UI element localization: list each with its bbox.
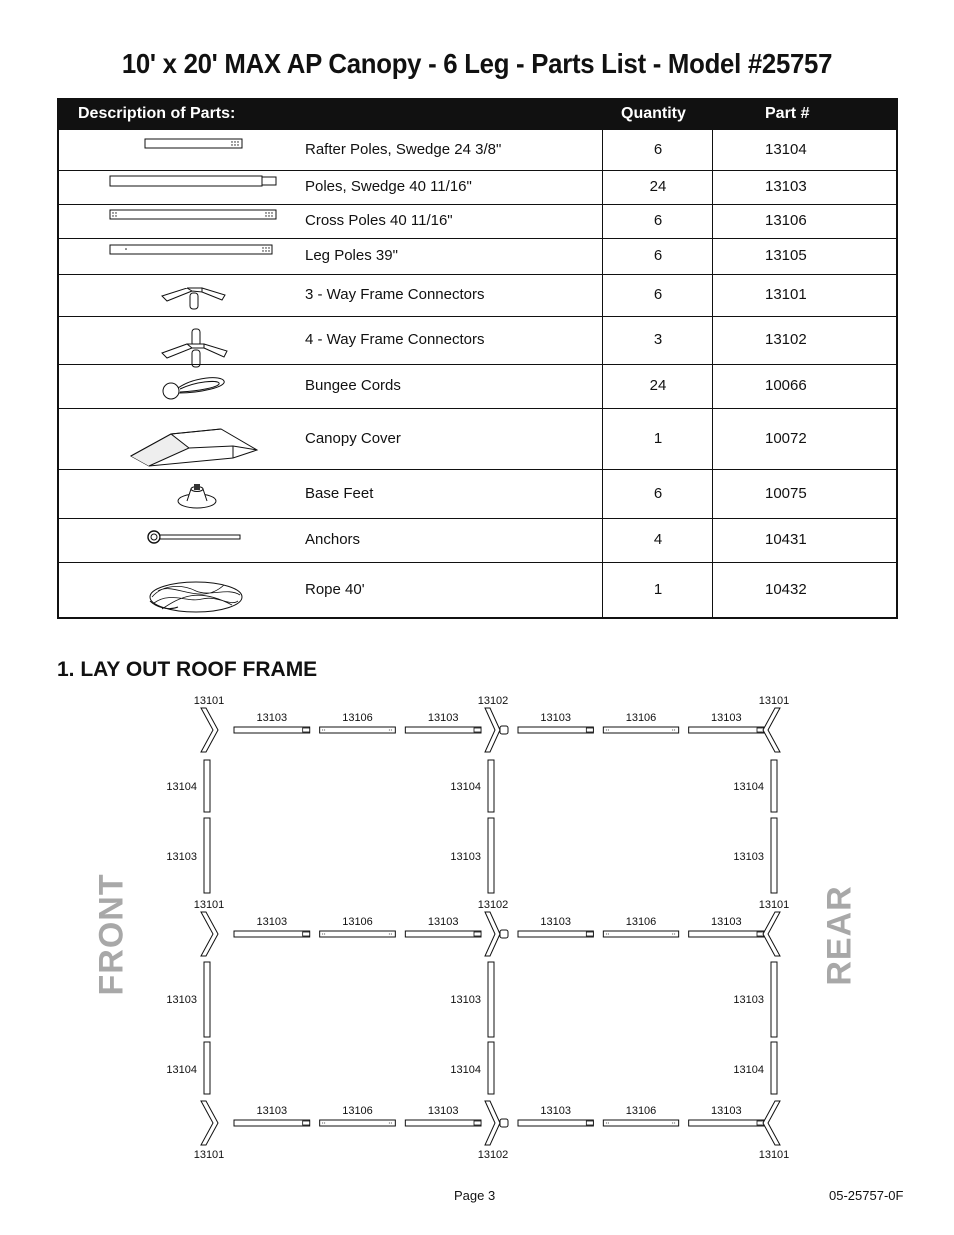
part-number: 10431 — [765, 531, 807, 548]
diagram-label: 13103 — [256, 712, 288, 724]
page-title: 10' x 20' MAX AP Canopy - 6 Leg - Parts List - Model #25757 — [121, 48, 833, 79]
hole — [674, 1123, 675, 1124]
swedge-pole — [204, 962, 210, 1037]
rafter-pole — [204, 1042, 210, 1094]
swedge-pole — [518, 1120, 593, 1126]
diagram-label: 13102 — [477, 695, 509, 707]
header-description: Description of Parts: — [78, 105, 236, 122]
diagram-label: 13103 — [711, 1105, 742, 1117]
swedge-pole — [405, 931, 481, 937]
bungee-cord-icon — [89, 373, 309, 408]
cross-pole — [320, 1120, 396, 1126]
part-description: Cross Poles 40 11/16" — [305, 212, 453, 229]
table-row — [59, 408, 896, 469]
diagram-label: 13103 — [733, 851, 764, 863]
diagram-label: 13103 — [427, 712, 459, 724]
part-quantity: 24 — [649, 377, 667, 394]
4-way-connector — [485, 1101, 500, 1145]
swedge-pole — [771, 962, 777, 1037]
rafter-pole-icon — [89, 137, 309, 156]
part-description: Rope 40' — [305, 581, 365, 598]
swedge-pole-icon — [89, 174, 309, 193]
hole — [322, 934, 323, 935]
part-description: Base Feet — [305, 485, 374, 502]
swedge-pole — [518, 931, 593, 937]
part-number: 13105 — [765, 247, 807, 264]
diagram-label: 13101 — [193, 899, 225, 911]
part-description: 3 - Way Frame Connectors — [305, 286, 485, 303]
3-way-connector — [763, 708, 780, 752]
table-row — [59, 274, 896, 316]
front-label: FRONT — [92, 873, 131, 996]
cross-pole-icon — [89, 208, 309, 227]
part-quantity: 4 — [653, 531, 663, 548]
leg-pole-icon — [89, 243, 309, 262]
diagram-label: 13103 — [256, 1105, 288, 1117]
hole — [324, 934, 325, 935]
part-quantity: 3 — [653, 331, 663, 348]
hole — [672, 1123, 673, 1124]
swedge-end — [586, 728, 593, 732]
table-row — [59, 364, 896, 408]
table-row — [59, 170, 896, 204]
3-way-connector — [763, 912, 780, 956]
diagram-label: 13103 — [711, 712, 742, 724]
diagram-label: 13103 — [427, 916, 459, 928]
roof-frame-diagram — [0, 690, 954, 1170]
canopy-cover-icon — [89, 426, 309, 473]
part-number: 10066 — [765, 377, 807, 394]
swedge-end — [303, 728, 310, 732]
diagram-label: 13103 — [540, 1105, 571, 1117]
part-number: 13101 — [765, 286, 807, 303]
diagram-label: 13103 — [166, 851, 197, 863]
3-way-connector — [201, 912, 218, 956]
cross-pole — [603, 1120, 678, 1126]
swedge-end — [303, 932, 310, 936]
part-number: 13106 — [765, 212, 807, 229]
connector-socket — [500, 1119, 508, 1127]
diagram-label: 13102 — [477, 1149, 509, 1161]
swedge-pole — [234, 1120, 310, 1126]
part-number: 10432 — [765, 581, 807, 598]
part-description: Leg Poles 39" — [305, 247, 398, 264]
rafter-pole — [488, 1042, 494, 1094]
diagram-label: 13104 — [166, 781, 197, 793]
diagram-label: 13106 — [625, 712, 657, 724]
part-quantity: 24 — [649, 178, 667, 195]
part-number: 13102 — [765, 331, 807, 348]
swedge-pole — [689, 727, 764, 733]
table-row — [59, 316, 896, 364]
diagram-label: 13103 — [450, 994, 481, 1006]
part-description: Canopy Cover — [305, 430, 401, 447]
part-quantity: 6 — [653, 141, 663, 158]
parts-table — [57, 98, 898, 619]
diagram-label: 13101 — [758, 695, 790, 707]
diagram-label: 13101 — [758, 1149, 790, 1161]
diagram-label: 13103 — [733, 994, 764, 1006]
diagram-label: 13106 — [342, 1105, 373, 1117]
swedge-pole — [234, 931, 310, 937]
diagram-label: 13106 — [625, 916, 657, 928]
hole — [322, 730, 323, 731]
connector-socket — [500, 930, 508, 938]
swedge-pole — [771, 818, 777, 893]
diagram-label: 13103 — [711, 916, 742, 928]
hole — [606, 934, 607, 935]
table-header — [59, 100, 896, 129]
hole — [608, 1123, 609, 1124]
part-description: Rafter Poles, Swedge 24 3/8" — [305, 141, 502, 158]
part-quantity: 1 — [653, 581, 663, 598]
hole — [391, 1123, 392, 1124]
cross-pole — [320, 931, 396, 937]
part-number: 10072 — [765, 430, 807, 447]
document-code: 05-25757-0F — [829, 1188, 904, 1203]
diagram-label: 13103 — [540, 916, 571, 928]
hole — [606, 730, 607, 731]
part-quantity: 6 — [653, 212, 663, 229]
rafter-pole — [488, 760, 494, 812]
hole — [391, 730, 392, 731]
rear-label: REAR — [820, 885, 859, 986]
diagram-label: 13106 — [625, 1105, 657, 1117]
3-way-connector — [763, 1101, 780, 1145]
swedge-pole — [689, 1120, 764, 1126]
swedge-end — [474, 1121, 481, 1125]
part-description: Bungee Cords — [305, 377, 401, 394]
hole — [674, 934, 675, 935]
swedge-end — [303, 1121, 310, 1125]
swedge-end — [586, 932, 593, 936]
3-way-connector — [201, 1101, 218, 1145]
diagram-label: 13104 — [450, 781, 481, 793]
table-row — [59, 562, 896, 618]
part-quantity: 6 — [653, 485, 663, 502]
hole — [672, 934, 673, 935]
4-way-connector — [485, 912, 500, 956]
part-quantity: 1 — [653, 430, 663, 447]
hole — [324, 1123, 325, 1124]
diagram-label: 13101 — [758, 899, 790, 911]
swedge-end — [474, 932, 481, 936]
base-foot-icon — [89, 481, 309, 516]
3-way-connector — [201, 708, 218, 752]
part-number: 10075 — [765, 485, 807, 502]
page-number: Page 3 — [454, 1188, 496, 1203]
hole — [324, 730, 325, 731]
hole — [674, 730, 675, 731]
cross-pole — [603, 931, 678, 937]
part-number: 13104 — [765, 141, 807, 158]
swedge-pole — [204, 818, 210, 893]
cross-pole — [603, 727, 678, 733]
diagram-label: 13106 — [342, 916, 373, 928]
table-row — [59, 518, 896, 562]
swedge-pole — [405, 727, 481, 733]
table-row — [59, 469, 896, 518]
hole — [608, 730, 609, 731]
swedge-end — [474, 728, 481, 732]
hole — [389, 934, 390, 935]
header-quantity: Quantity — [621, 105, 686, 122]
rafter-pole — [771, 760, 777, 812]
anchor-icon — [89, 527, 309, 552]
table-row — [59, 129, 896, 170]
hole — [389, 730, 390, 731]
diagram-label: 13103 — [540, 712, 571, 724]
hole — [606, 1123, 607, 1124]
part-description: 4 - Way Frame Connectors — [305, 331, 485, 348]
diagram-label: 13104 — [733, 1064, 764, 1076]
rope-icon — [89, 577, 309, 622]
hole — [389, 1123, 390, 1124]
diagram-label: 13103 — [427, 1105, 459, 1117]
diagram-label: 13106 — [342, 712, 373, 724]
diagram-label: 13103 — [450, 851, 481, 863]
diagram-label: 13102 — [477, 899, 509, 911]
4-way-connector — [485, 708, 500, 752]
rafter-pole — [771, 1042, 777, 1094]
header-part: Part # — [765, 105, 810, 122]
part-description: Poles, Swedge 40 11/16" — [305, 178, 472, 195]
hole — [672, 730, 673, 731]
hole — [322, 1123, 323, 1124]
swedge-pole — [488, 962, 494, 1037]
hole — [391, 934, 392, 935]
swedge-end — [586, 1121, 593, 1125]
diagram-label: 13104 — [166, 1064, 197, 1076]
table-row — [59, 238, 896, 274]
rafter-pole — [204, 760, 210, 812]
hole — [608, 934, 609, 935]
diagram-label: 13104 — [733, 781, 764, 793]
swedge-pole — [518, 727, 593, 733]
part-number: 13103 — [765, 178, 807, 195]
cross-pole — [320, 727, 396, 733]
swedge-pole — [405, 1120, 481, 1126]
swedge-pole — [234, 727, 310, 733]
connector-socket — [500, 726, 508, 734]
part-quantity: 6 — [653, 247, 663, 264]
part-quantity: 6 — [653, 286, 663, 303]
diagram-label: 13103 — [256, 916, 288, 928]
3-way-connector-icon — [89, 282, 309, 317]
part-description: Anchors — [305, 531, 361, 548]
section-heading: 1. LAY OUT ROOF FRAME — [57, 658, 318, 681]
diagram-label: 13101 — [193, 695, 225, 707]
diagram-label: 13101 — [193, 1149, 225, 1161]
swedge-pole — [689, 931, 764, 937]
table-row — [59, 204, 896, 238]
diagram-label: 13103 — [166, 994, 197, 1006]
swedge-pole — [488, 818, 494, 893]
diagram-label: 13104 — [450, 1064, 481, 1076]
